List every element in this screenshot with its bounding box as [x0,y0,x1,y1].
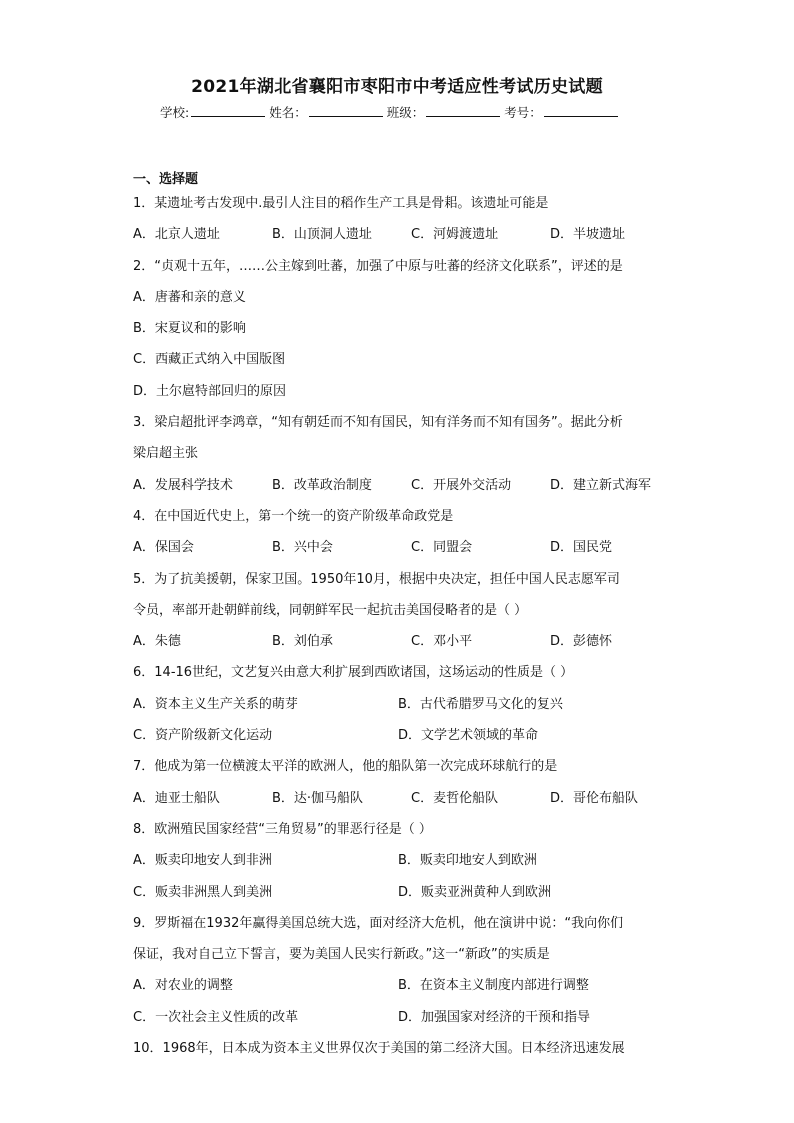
question-stem: 5．为了抗美援朝，保家卫国。1950年10月，根据中央决定，担任中国人民志愿军司 [133,571,620,587]
option-row [133,845,663,876]
answer-option[interactable]: D．建立新式海军 [550,477,652,493]
question-10 [133,1033,663,1064]
answer-option[interactable]: C．邓小平 [411,634,473,650]
question-3 [133,407,663,501]
answer-option[interactable]: B．宋夏议和的影响 [133,321,246,337]
option-row [133,877,663,908]
answer-option[interactable]: B．古代希腊罗马文化的复兴 [398,696,563,712]
question-stem: 6．14-16世纪，文艺复兴由意大利扩展到西欧诸国，这场运动的性质是（ ） [133,665,574,681]
answer-option[interactable]: D．半坡遗址 [550,227,626,243]
option-row [133,689,663,720]
answer-option[interactable]: B．在资本主义制度内部进行调整 [398,978,589,994]
school-blank[interactable] [191,104,265,117]
answer-option[interactable]: C．贩卖非洲黑人到美洲 [133,884,273,900]
option-row [133,626,663,657]
option-row [133,532,663,563]
option-row [133,219,663,250]
question-list [133,188,663,1064]
exam-title: 2021年湖北省襄阳市枣阳市中考适应性考试历史试题 [191,77,603,97]
answer-option[interactable]: C．一次社会主义性质的改革 [133,1009,299,1025]
answer-option[interactable]: B．刘伯承 [272,634,333,650]
answer-option[interactable]: D．土尔扈特部回归的原因 [133,383,287,399]
question-stem: 7．他成为第一位横渡太平洋的欧洲人，他的船队第一次完成环球航行的是 [133,759,558,775]
question-9 [133,908,663,1033]
question-stem: 9．罗斯福在1932年赢得美国总统大选，面对经济大危机，他在演讲中说：“我向你们 [133,915,624,931]
answer-option[interactable]: A．对农业的调整 [133,978,233,994]
question-stem: 10．1968年，日本成为资本主义世界仅次于美国的第二经济大国。日本经济迅速发展 [133,1041,625,1057]
answer-option[interactable]: D．彭德怀 [550,634,613,650]
question-4 [133,501,663,564]
answer-option[interactable]: C．河姆渡遗址 [411,227,499,243]
answer-option[interactable]: D．加强国家对经济的干预和指导 [398,1009,591,1025]
answer-option[interactable]: A．发展科学技术 [133,477,233,493]
student-info-row [160,103,640,121]
question-5 [133,564,663,658]
class-label: 班级： [386,105,425,120]
answer-option[interactable]: B．山顶洞人遗址 [272,227,372,243]
name-blank[interactable] [309,104,383,117]
answer-option[interactable]: C．西藏正式纳入中国版图 [133,352,286,368]
answer-option[interactable]: D．哥伦布船队 [550,790,639,806]
question-7 [133,751,663,814]
answer-option[interactable]: A．唐蕃和亲的意义 [133,289,246,305]
answer-option[interactable]: A．保国会 [133,540,194,556]
answer-option[interactable]: B．兴中会 [272,540,333,556]
question-stem: 2．“贞观十五年，……公主嫁到吐蕃，加强了中原与吐蕃的经济文化联系”，评述的是 [133,258,623,274]
answer-option[interactable]: A．资本主义生产关系的萌芽 [133,696,298,712]
question-6 [133,657,663,751]
answer-option[interactable]: D．文学艺术领域的革命 [398,728,539,744]
question-stem: 8．欧洲殖民国家经营“三角贸易”的罪恶行径是（ ） [133,821,432,837]
option-row [133,470,663,501]
question-2 [133,251,663,407]
question-stem: 保证，我对自己立下誓言，要为美国人民实行新政。”这一“新政”的实质是 [133,947,550,963]
option-row [133,720,663,751]
answer-option[interactable]: C．同盟会 [411,540,473,556]
answer-option[interactable]: A．朱德 [133,634,181,650]
question-8 [133,814,663,908]
number-blank[interactable] [544,104,618,117]
question-stem: 令员，率部开赴朝鲜前线，同朝鲜军民一起抗击美国侵略者的是（ ） [133,602,528,618]
answer-option[interactable]: C．麦哲伦船队 [411,790,499,806]
answer-option[interactable]: B．达·伽马船队 [272,790,364,806]
option-row [133,1002,663,1033]
option-row [133,783,663,814]
answer-option[interactable]: C．资产阶级新文化运动 [133,728,273,744]
answer-option[interactable]: D．国民党 [550,540,613,556]
answer-option[interactable]: B．贩卖印地安人到欧洲 [398,853,537,869]
name-label: 姓名： [269,105,307,120]
option-row [133,970,663,1001]
answer-option[interactable]: A．北京人遗址 [133,227,220,243]
question-stem: 4．在中国近代史上，第一个统一的资产阶级革命政党是 [133,508,454,524]
answer-option[interactable]: A．贩卖印地安人到非洲 [133,853,272,869]
section-title: 一、选择题 [133,172,199,187]
answer-option[interactable]: C．开展外交活动 [411,477,512,493]
question-stem: 梁启超主张 [133,446,199,462]
answer-option[interactable]: B．改革政治制度 [272,477,372,493]
question-1 [133,188,663,251]
answer-option[interactable]: D．贩卖亚洲黄种人到欧洲 [398,884,552,900]
number-label: 考号： [504,105,542,120]
question-stem: 1．某遗址考古发现中.最引人注目的稻作生产工具是骨耜。该遗址可能是 [133,196,549,211]
answer-option[interactable]: A．迪亚士船队 [133,790,220,806]
school-label: 学校: [160,105,190,120]
class-blank[interactable] [426,104,500,117]
question-stem: 3．梁启超批评李鸿章，“知有朝廷而不知有国民，知有洋务而不知有国务”。据此分析 [133,415,623,431]
